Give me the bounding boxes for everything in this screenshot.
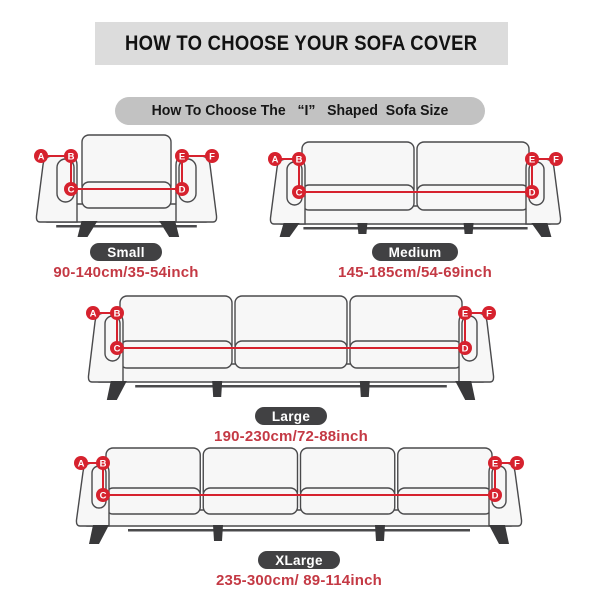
svg-text:C: C <box>113 343 121 355</box>
svg-text:D: D <box>528 187 535 199</box>
subtitle-pill <box>115 97 485 125</box>
size-pill-small <box>90 243 162 261</box>
svg-text:D: D <box>178 184 185 196</box>
svg-text:E: E <box>178 151 185 163</box>
svg-text:F: F <box>514 458 520 470</box>
svg-text:C: C <box>99 490 107 502</box>
size-block-medium <box>264 132 566 281</box>
subtitle-text: How To Choose The “I” Shaped Sofa Size <box>151 103 449 119</box>
sofa-diagram <box>34 132 219 238</box>
svg-text:D: D <box>491 490 499 502</box>
svg-text:C: C <box>295 187 302 199</box>
sofa-diagram <box>74 446 524 546</box>
size-range-xlarge: 235-300cm/ 89-114inch <box>216 572 382 589</box>
size-pill-xlarge <box>258 551 340 569</box>
svg-text:F: F <box>486 308 492 320</box>
svg-text:B: B <box>113 308 121 320</box>
svg-text:A: A <box>37 151 44 163</box>
sofa-illustration-small <box>34 132 219 238</box>
sofa-illustration-medium <box>268 132 563 238</box>
size-pill-large <box>255 407 327 425</box>
svg-text:F: F <box>208 151 215 163</box>
sofa-diagram <box>86 294 496 402</box>
size-pill-label: Large <box>271 408 311 424</box>
size-block-large <box>85 294 497 445</box>
size-block-xlarge <box>73 446 525 589</box>
svg-text:E: E <box>528 154 535 166</box>
svg-text:F: F <box>552 154 559 166</box>
size-pill-medium <box>372 243 459 261</box>
svg-text:A: A <box>77 458 85 470</box>
svg-text:B: B <box>67 151 74 163</box>
svg-text:B: B <box>99 458 107 470</box>
page-title: HOW TO CHOOSE YOUR SOFA COVER <box>125 31 478 55</box>
size-range-large: 190-230cm/72-88inch <box>214 428 368 445</box>
size-block-small <box>20 132 232 281</box>
size-pill-label: XLarge <box>275 552 323 568</box>
size-range-small: 90-140cm/35-54inch <box>53 264 199 281</box>
svg-text:C: C <box>67 184 74 196</box>
svg-text:B: B <box>295 154 302 166</box>
svg-text:A: A <box>271 154 278 166</box>
svg-text:D: D <box>461 343 469 355</box>
size-pill-label: Small <box>107 244 145 260</box>
size-pill-label: Medium <box>388 244 442 260</box>
size-range-medium: 145-185cm/54-69inch <box>338 264 492 281</box>
sofa-illustration-xlarge <box>74 446 524 546</box>
sofa-illustration-large <box>86 294 496 402</box>
svg-text:E: E <box>491 458 499 470</box>
svg-text:A: A <box>89 308 97 320</box>
title-banner <box>95 22 508 65</box>
svg-text:E: E <box>461 308 469 320</box>
sofa-diagram <box>268 140 563 238</box>
